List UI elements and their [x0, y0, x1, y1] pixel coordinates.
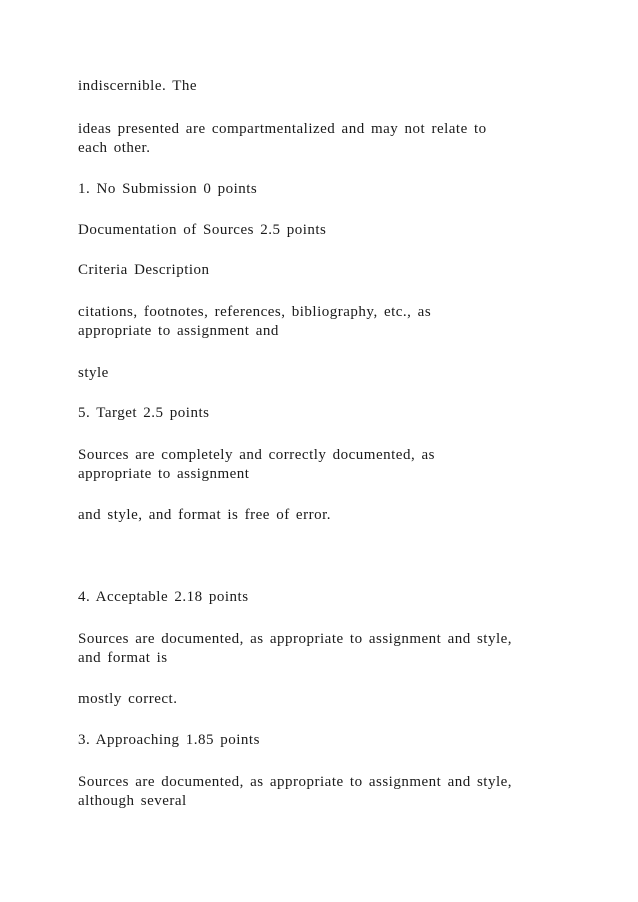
paragraph-acceptable: 4. Acceptable 2.18 points — [78, 589, 249, 605]
paragraph-citations: citations, footnotes, references, bibliography, etc., as appropriate to assignment and — [78, 304, 432, 339]
paragraph-format-free-of-error: and style, and format is free of error. — [78, 507, 331, 523]
paragraph-sources-documented-approaching: Sources are documented, as appropriate to assignment and style, although several — [78, 774, 513, 809]
paragraph-documentation-of-sources: Documentation of Sources 2.5 points — [78, 222, 327, 238]
paragraph-sources-documented-acceptable: Sources are documented, as appropriate to assignment and style, and format is — [78, 631, 513, 666]
paragraph-sources-completely: Sources are completely and correctly documented, as appropriate to assignment — [78, 447, 435, 482]
paragraph-mostly-correct: mostly correct. — [78, 691, 178, 707]
paragraph-criteria-description: Criteria Description — [78, 262, 210, 278]
paragraph-ideas-presented: ideas presented are compartmentalized and may not relate to each other. — [78, 121, 487, 156]
paragraph-target: 5. Target 2.5 points — [78, 405, 210, 421]
paragraph-no-submission: 1. No Submission 0 points — [78, 181, 258, 197]
paragraph-indiscernible: indiscernible. The — [78, 78, 198, 94]
paragraph-style: style — [78, 365, 109, 381]
paragraph-approaching: 3. Approaching 1.85 points — [78, 732, 260, 748]
